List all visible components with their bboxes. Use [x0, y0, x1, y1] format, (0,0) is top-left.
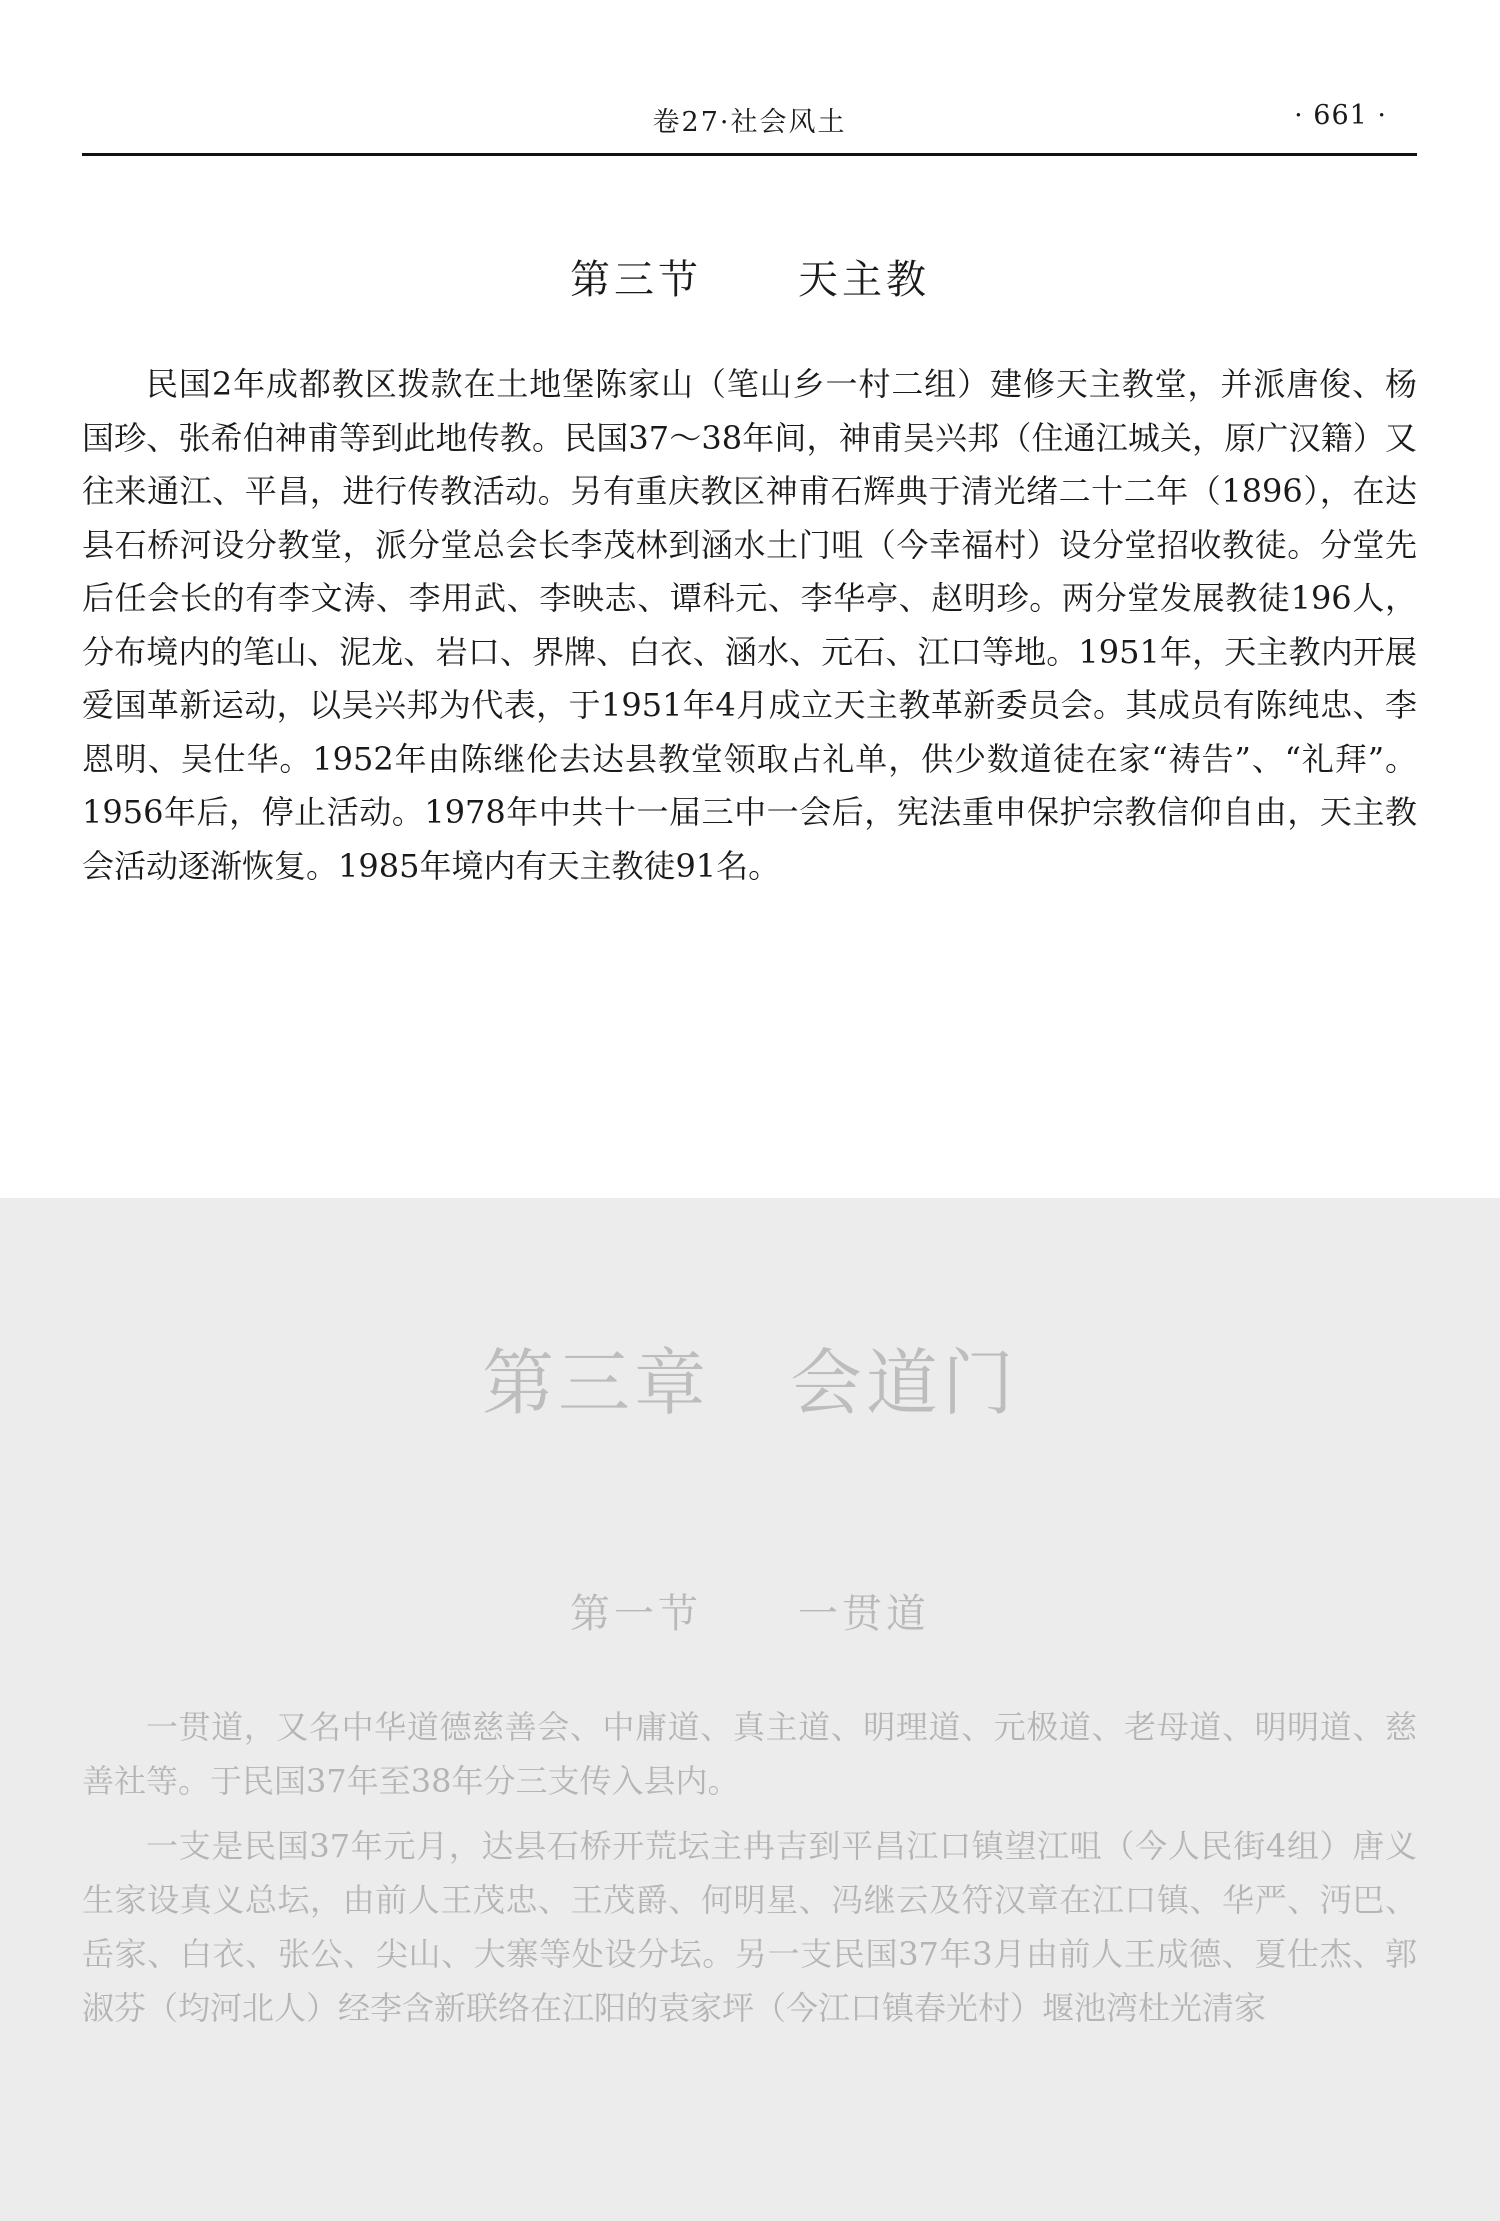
- section-body-catholicism: [82, 358, 1417, 893]
- body-paragraph: 一贯道，又名中华道德慈善会、中庸道、真主道、明理道、元极道、老母道、明明道、慈善社等。于民国37年至38年分三支传入县内。: [82, 1708, 1417, 1800]
- section-body-yiguandao: [82, 1700, 1417, 2046]
- chapter-heading: [0, 1325, 1500, 1429]
- section-name: 天主教: [798, 257, 930, 303]
- running-header: [82, 100, 1417, 144]
- chapter-number: 第三章: [481, 1341, 710, 1425]
- body-paragraph: 民国2年成都教区拨款在土地堡陈家山（笔山乡一村二组）建修天主教堂，并派唐俊、杨 国珍、张希伯神甫等到此地传教。民国37～38年间，神甫吴兴邦（住通江城关，原广汉籍）又往来通江、平昌，进行传教活动。另有重庆教区神甫石辉典于清光绪二十二年（1896），在达县石桥河设分教堂，派分堂总会长李茂林到涵水土门咀（今幸福村）设分堂招收教徒。分堂先后任会长的有李文涛、李用武、李映志、谭科元、李华亭、赵明珍。两分堂发展教徒196人，分布境内的笔山、泥龙、岩口、界牌、白衣、涵水、元石、江口等地。1951年，天主教内开展爱国革新运动，以吴兴邦为代表，于1951年4月成立天主教革新委员会。其成员有陈纯忠、李恩明、吴仕华。1952年由陈继伦去达县教堂领取占礼单，供少数道徒在家“祷告”、“礼拜”。1956年后，停止活动。1978年中共十一届三中一会后，宪法重申保护宗教信仰自由，天主教会活动逐渐恢复。1985年境内有天主教徒91名。: [82, 365, 1417, 885]
- header-rule: [82, 153, 1417, 156]
- section-name: 一贯道: [798, 1591, 930, 1637]
- body-paragraph: 一支是民国37年元月，达县石桥开荒坛主冉吉到平昌江口镇望江咀（今人民街4组）唐义生家设真义总坛，由前人王茂忠、王茂爵、何明星、冯继云及符汉章在江口镇、华严、沔巴、岳家、白衣、张公、尖山、大寨等处设分坛。另一支民国37年3月由前人王成德、夏仕杰、郭淑芬（均河北人）经李含新联络在江阳的袁家坪（今江口镇春光村）堰池湾杜光清家: [82, 1827, 1417, 2027]
- header-title: 卷27·社会风土: [652, 107, 847, 138]
- chapter-name: 会道门: [790, 1341, 1019, 1425]
- section-number: 第一节: [570, 1591, 702, 1637]
- section-heading-yiguandao: [0, 1582, 1500, 1639]
- section-number: 第三节: [570, 257, 702, 303]
- section-heading-catholicism: [0, 248, 1500, 305]
- page-number: · 661 ·: [1294, 100, 1387, 131]
